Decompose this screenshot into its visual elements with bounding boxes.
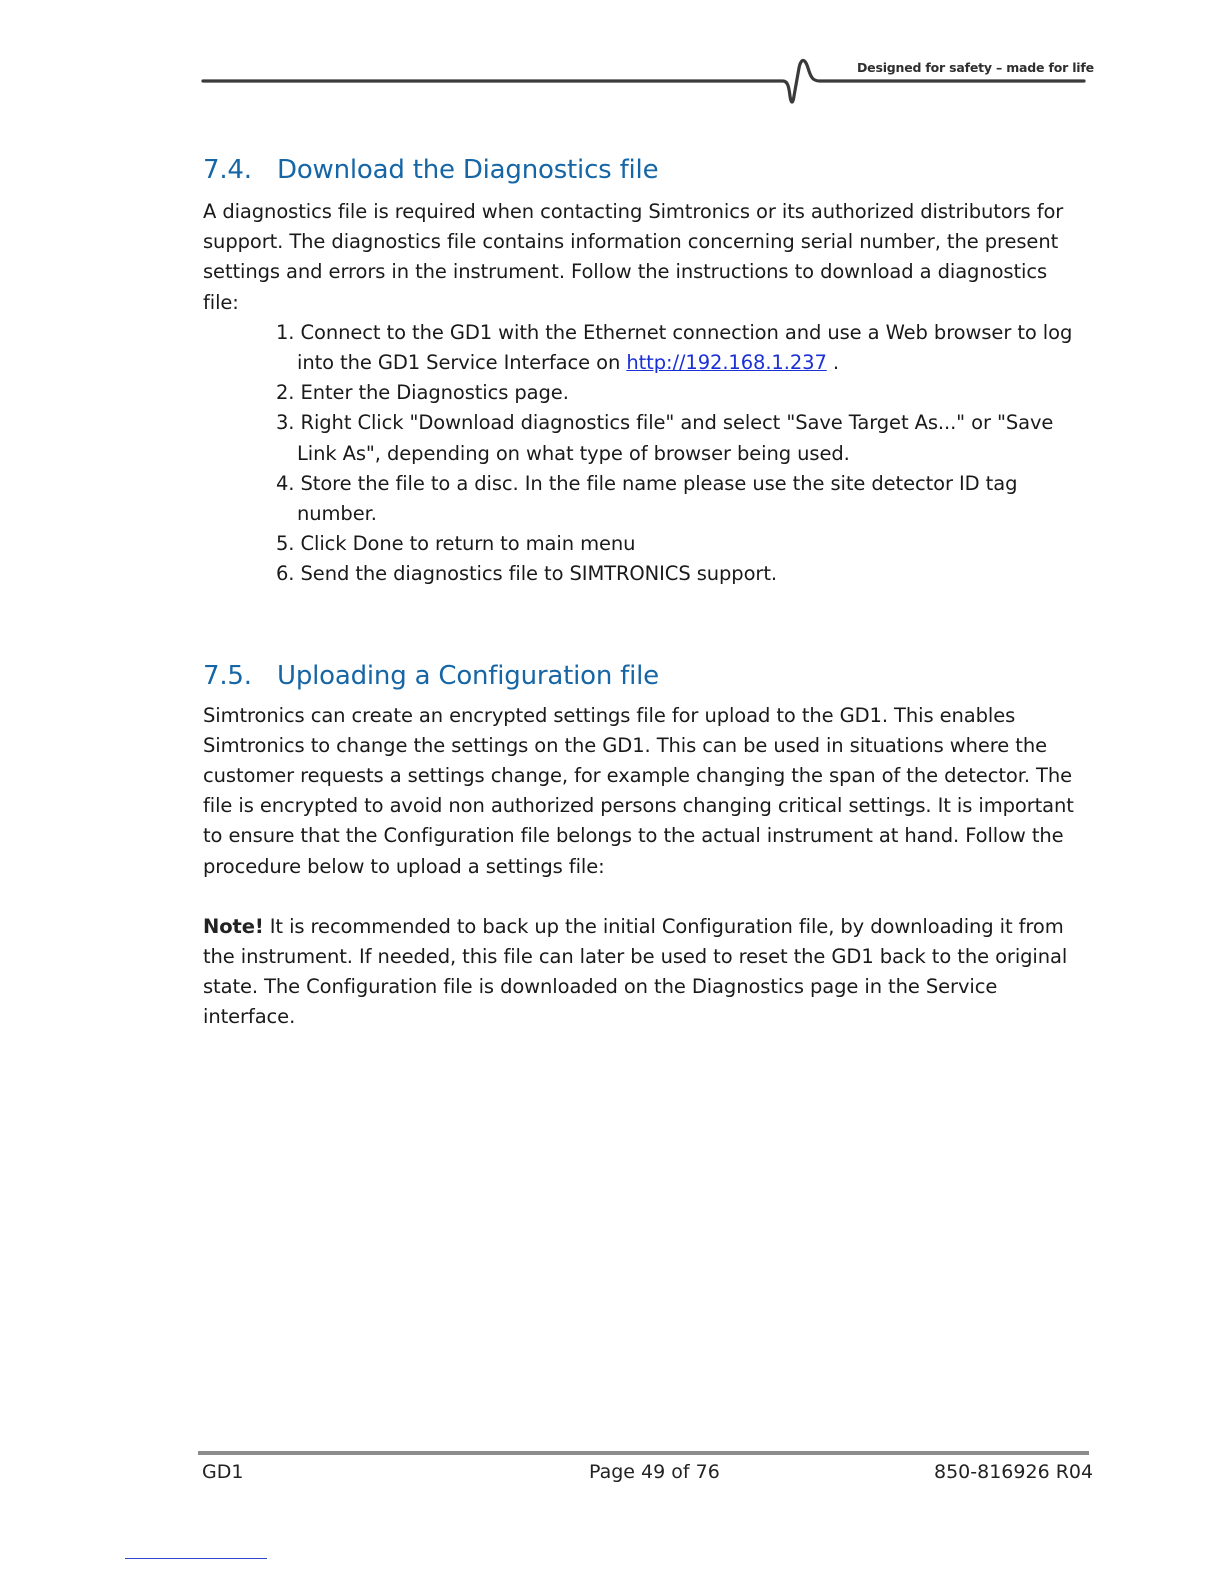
footer-divider xyxy=(198,1451,1089,1455)
list-text: Right Click "Download diagnostics file" and select "Save Target As..." or "Save Link As", depending on what type of browser being used. xyxy=(297,411,1054,465)
list-text: Enter the Diagnostics page. xyxy=(300,381,569,405)
note-text: It is recommended to back up the initial Configuration file, by downloading it from the instrument. If needed, this file can later be used to reset the GD1 back to the original state. The Configuration file is downloaded on the Diagnostics page in the Service interface. xyxy=(203,914,1068,1029)
list-text: Store the file to a disc. In the file name please use the site detector ID tag number. xyxy=(297,471,1018,526)
list-item xyxy=(276,529,1088,559)
note-paragraph xyxy=(203,912,1088,1033)
list-item xyxy=(276,559,1088,589)
list-item xyxy=(276,469,1088,529)
list-marker: 6. xyxy=(276,562,295,586)
list-marker: 5. xyxy=(276,532,295,556)
list-item xyxy=(276,378,1088,408)
section-title: Download the Diagnostics file xyxy=(277,155,659,185)
section-number: 7.4. xyxy=(203,155,252,185)
footer-page-number: Page 49 of 76 xyxy=(589,1461,720,1483)
list-text-end: . xyxy=(832,351,839,375)
list-item xyxy=(276,408,1088,468)
header-tagline: Designed for safety – made for life xyxy=(857,60,1094,75)
list-marker: 2. xyxy=(276,381,295,405)
note-label: Note! xyxy=(203,914,264,938)
list-marker: 4. xyxy=(276,471,295,495)
instruction-list xyxy=(203,318,1088,590)
footer-product: GD1 xyxy=(202,1461,244,1483)
section-intro: Simtronics can create an encrypted settings file for upload to the GD1. This enables Simtronics to change the settings on the GD1. This can be used in situations where the customer requests a settings change, for example changing the span of the detector. The file is encrypted to avoid non authorized persons changing critical settings. It is important to ensure that the Configuration file belongs to the actual instrument at hand. Follow the procedure below to upload a settings file: xyxy=(203,703,1074,878)
section-heading-7-5 xyxy=(203,658,1088,694)
service-interface-link[interactable]: http://192.168.1.237 xyxy=(626,351,827,375)
list-text: Send the diagnostics file to SIMTRONICS support. xyxy=(300,562,777,586)
page-content xyxy=(203,150,1088,1033)
section-heading-7-4 xyxy=(203,152,1088,188)
section-intro: A diagnostics file is required when contacting Simtronics or its authorized distributors for support. The diagnostics file contains information concerning serial number, the present settings and errors in the instrument. Follow the instructions to download a diagnostics file: xyxy=(203,200,1064,314)
list-marker: 1. xyxy=(276,320,295,344)
footer-document-id: 850-816926 R04 xyxy=(934,1461,1094,1483)
list-item xyxy=(276,318,1088,378)
list-text: Click Done to return to main menu xyxy=(300,532,636,556)
list-marker: 3. xyxy=(276,411,295,435)
section-title: Uploading a Configuration file xyxy=(277,660,659,691)
section-number: 7.5. xyxy=(203,660,252,691)
list-text: Connect to the GD1 with the Ethernet connection and use a Web browser to log into the GD1 Service Interface on xyxy=(297,320,1073,375)
footnote-divider xyxy=(125,1558,267,1559)
